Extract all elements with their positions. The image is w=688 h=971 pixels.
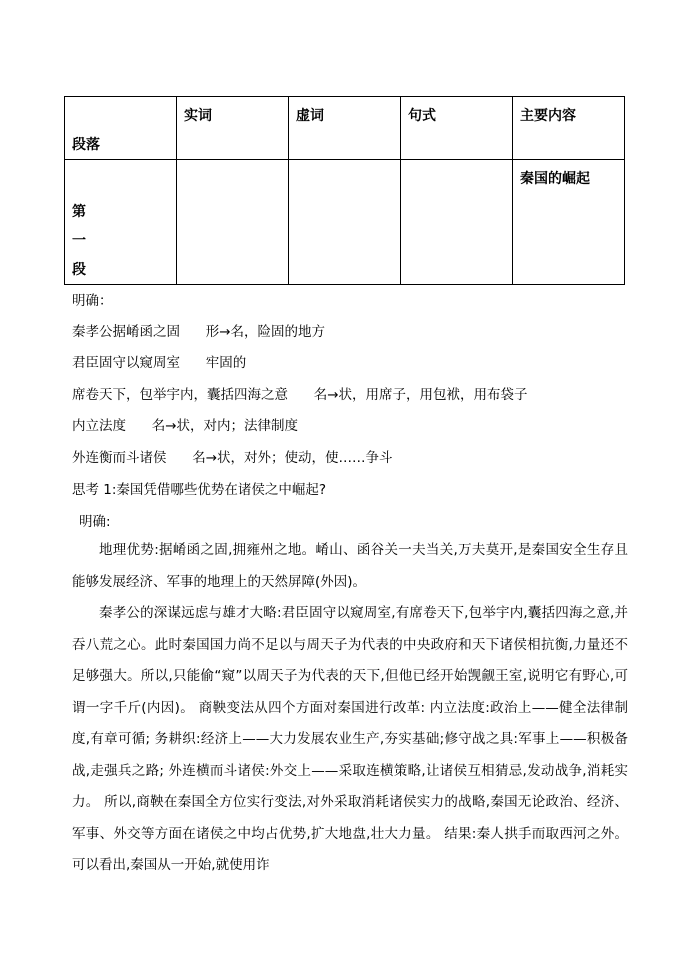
header-cell-sentence-patterns — [401, 97, 513, 160]
note-line: 席卷天下，包举宇内，囊括四海之意 名→状，用席子，用包袱，用布袋子 — [72, 387, 528, 403]
row-label-char: 段 — [72, 262, 86, 278]
header-main-content-label: 主要内容 — [520, 108, 576, 124]
header-cell-content-words — [177, 97, 289, 160]
notes-label: 明确： — [72, 293, 113, 309]
note-line: 秦孝公据崤函之固 形→名，险固的地方 — [72, 324, 326, 340]
answer-label: 明确: — [79, 514, 111, 530]
row-label-char: 第 — [72, 204, 86, 220]
row-label-cell — [65, 160, 177, 285]
content-words-cell — [177, 160, 289, 285]
answer-body — [72, 535, 628, 882]
table-header-row — [65, 97, 625, 160]
note-line: 君臣固守以窥周室 牢固的 — [72, 355, 247, 371]
note-line: 外连衡而斗诸侯 名→状，对外；使动，使……争斗 — [72, 450, 393, 466]
row-label-char: 一 — [72, 233, 86, 249]
function-words-cell — [289, 160, 401, 285]
sentence-patterns-cell — [401, 160, 513, 285]
note-line: 内立法度 名→状，对内；法律制度 — [72, 418, 299, 434]
table-row — [65, 160, 625, 285]
answer-paragraph-geography: 地理优势:据崤函之固,拥雍州之地。崤山、函谷关一夫当关,万夫莫开,是秦国安全生存且能够发展经济、军事的地理上的天然屏障(外因)。 — [72, 542, 628, 590]
header-content-words-label: 实词 — [184, 108, 212, 124]
header-paragraph-label: 段落 — [72, 137, 100, 153]
analysis-table — [64, 96, 625, 285]
header-cell-main-content — [513, 97, 625, 160]
question-text: 思考 1:秦国凭借哪些优势在诸侯之中崛起? — [72, 482, 327, 498]
header-function-words-label: 虚词 — [296, 108, 324, 124]
header-sentence-patterns-label: 句式 — [408, 108, 436, 124]
header-cell-function-words — [289, 97, 401, 160]
header-cell-paragraph — [65, 97, 177, 160]
main-content-cell — [513, 160, 625, 285]
row-label-vertical — [72, 198, 86, 285]
answer-paragraph-strategy: 秦孝公的深谋远虑与雄才大略:君臣固守以窥周室,有席卷天下,包举宇内,囊括四海之意,并吞八荒之心。此时秦国国力尚不足以与周天子为代表的中央政府和天下诸侯相抗衡,力量还不足够强大。所以,只能偷“窥”以周天子为代表的天下,但他已经开始觊觎王室,说明它有野心,可谓一字千斤(内因)。 商鞅变法从四个方面对秦国进行改革: 内立法度:政治上——健全法律制度,有章可循; 务耕织:经济上——大力发展农业生产,夯实基础;修守战之具:军事上——积极备战,走强兵之路; 外连横而斗诸侯:外交上——采取连横策略,让诸侯互相猜忌,发动战争,消耗实力。 所以,商鞅在秦国全方位实行变法,对外采取消耗诸侯实力的战略,秦国无论政治、经济、军事、外交等方面在诸侯之中均占优势,扩大地盘,壮大力量。 结果:秦人拱手而取西河之外。可以看出,秦国从一开始,就使用诈 — [72, 605, 628, 873]
main-content-text: 秦国的崛起 — [520, 171, 590, 187]
